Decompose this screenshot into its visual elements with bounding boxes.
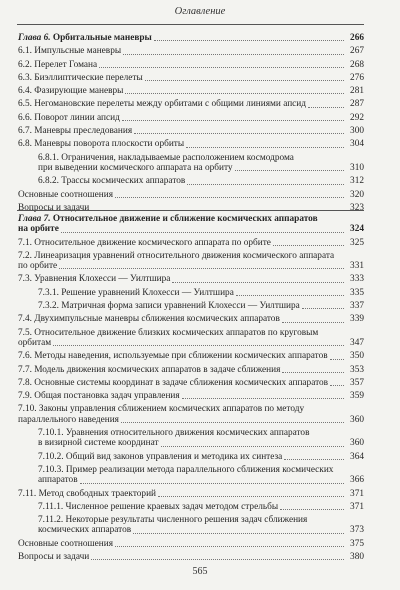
chapter-6-heading — [18, 33, 364, 43]
toc-entry: 7.3.2. Матричная форма записи уравнений Клохесси — Уилтшира 337 — [38, 301, 364, 312]
chapter-6-prefix: Глава 6. — [18, 33, 51, 43]
toc-entry: 6.4. Фазирующие маневры 281 — [18, 86, 364, 97]
page-number: 565 — [192, 566, 208, 577]
running-head: Оглавление — [174, 6, 226, 17]
toc-entry: Основные соотношения 375 — [18, 538, 364, 549]
toc-entry: 7.3.1. Решение уравнений Клохесси — Уилтшира 335 — [38, 287, 364, 298]
toc-entry: 6.3. Биэллиптические перелеты 276 — [18, 72, 364, 83]
chapter-7-page: 324 — [350, 224, 364, 235]
toc-entry: 7.2. Линеаризация уравнений относительного движения космического аппарата по орбите 331 — [18, 250, 364, 272]
toc-entry: 7.7. Модель движения космических аппаратов в задаче сближения 353 — [18, 364, 364, 375]
toc-entry: 6.5. Негомановские перелеты между орбитами с общими линиями апсид 287 — [18, 99, 364, 110]
chapter-7-prefix: Глава 7. — [18, 214, 51, 224]
chapter-6-title: Орбитальные маневры — [50, 33, 152, 43]
toc-entry: Основные соотношения 320 — [18, 189, 364, 200]
toc-entry: 6.6. Поворот линии апсид 292 — [18, 112, 364, 123]
toc-entry: 7.11. Метод свободных траекторий 371 — [18, 488, 364, 499]
chapter-divider — [17, 210, 364, 211]
top-rule — [17, 24, 364, 25]
table-of-contents-ch7 — [18, 214, 364, 562]
toc-entry: 7.1. Относительное движение космического аппарата по орбите 325 — [18, 237, 364, 248]
toc-entry: Вопросы и задачи 323 — [18, 202, 364, 213]
toc-entry: 6.2. Перелет Гомана 268 — [18, 59, 364, 70]
toc-entry: 6.8.2. Трассы космических аппаратов 312 — [38, 176, 364, 187]
toc-entry: 6.1. Импульсные маневры 267 — [18, 46, 364, 57]
toc-entry: 7.8. Основные системы координат в задаче сближения космических аппаратов 357 — [18, 377, 364, 388]
toc-entry: 7.10.3. Пример реализации метода параллельного сближения космических аппаратов 366 — [38, 464, 364, 486]
toc-entry: 7.5. Относительное движение близких космических аппаратов по круговым орбитам 347 — [18, 327, 364, 348]
toc-entry: 7.11.1. Численное решение краевых задач методом стрельбы 371 — [38, 501, 364, 512]
table-of-contents — [18, 33, 364, 213]
toc-entry: Вопросы и задачи 380 — [18, 552, 364, 563]
toc-entry: 6.8.1. Ограничения, накладываемые расположением космодрома при выведении космического аппарата на орбиту 310 — [38, 152, 364, 173]
chapter-7-heading: Глава 7. Относительное движение и сближение космических аппаратов на орбите 324 — [18, 214, 364, 235]
toc-entry: 7.11.2. Некоторые результаты численного решения задач сближения космических аппаратов 373 — [38, 515, 364, 536]
toc-entry: 6.8. Маневры поворота плоскости орбиты 304 — [18, 139, 364, 150]
toc-entry: 7.10. Законы управления сближением космических аппаратов по методу параллельного наведения 360 — [18, 404, 364, 425]
toc-entry: 7.9. Общая постановка задач управления 359 — [18, 391, 364, 402]
toc-entry: 7.10.1. Уравнения относительного движения космических аппаратов в визирной системе координат 360 — [38, 428, 364, 449]
chapter-6-page: 266 — [350, 33, 364, 43]
toc-entry: 7.6. Методы наведения, используемые при сближении космических аппаратов 350 — [18, 351, 364, 362]
toc-entry: 7.4. Двухимпульсные маневры сближения космических аппаратов 339 — [18, 314, 364, 325]
toc-entry: 7.10.2. Общий вид законов управления и методика их синтеза 364 — [38, 451, 364, 462]
toc-entry: 6.7. Маневры преследования 300 — [18, 126, 364, 137]
chapter-7-title: Относительное движение и сближение космических аппаратов — [50, 214, 318, 224]
toc-entry: 7.3. Уравнения Клохесси — Уилтшира 333 — [18, 274, 364, 285]
